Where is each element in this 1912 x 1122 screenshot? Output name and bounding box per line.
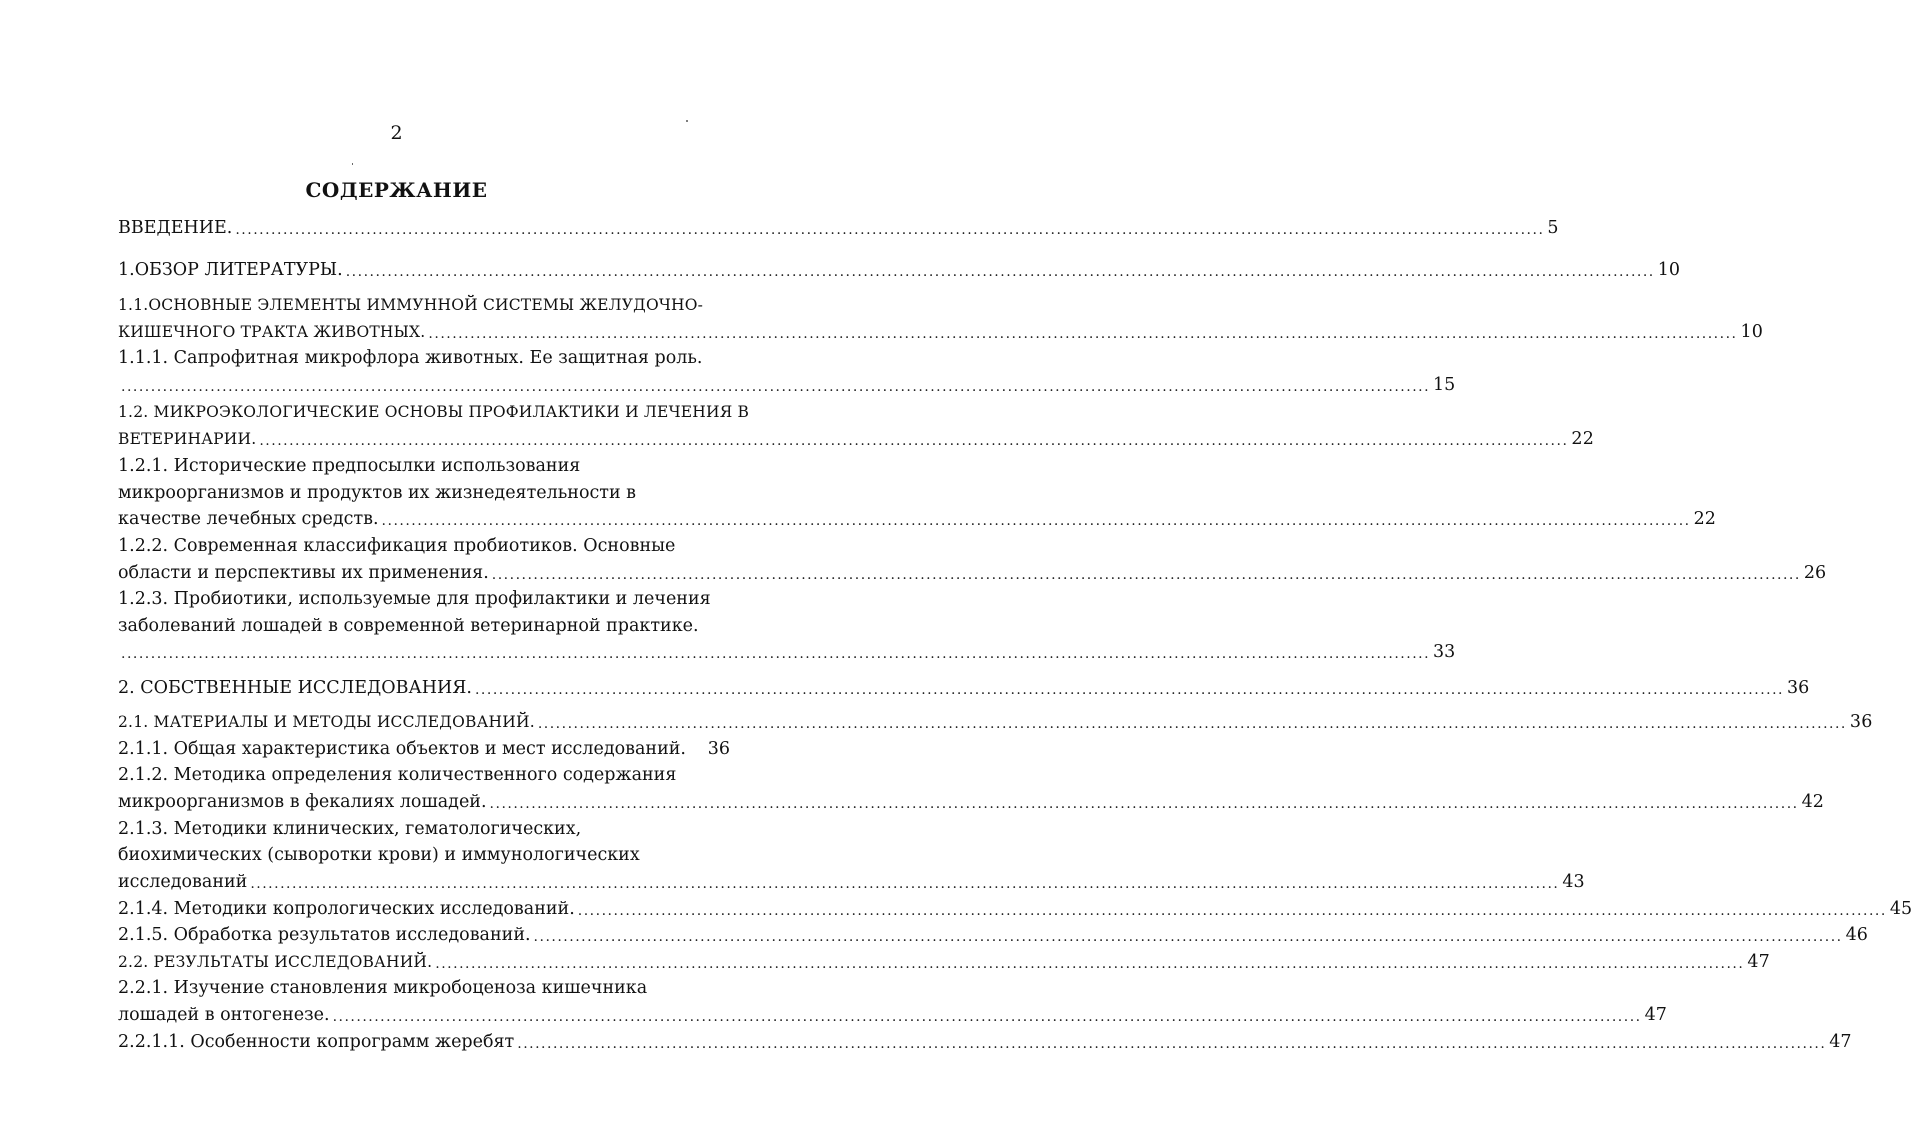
toc-entry: [118, 640, 1456, 664]
toc-entry: [118, 843, 730, 867]
dot-leader: ............................................................................................................................................................................................................................: [235, 222, 1545, 238]
toc-entry: [118, 817, 730, 841]
toc-entry: [118, 258, 1681, 282]
toc-entry-text: лошадей в онтогенезе.: [118, 1005, 330, 1025]
toc-entry: [118, 400, 750, 424]
toc-entry: [118, 561, 1827, 585]
dot-leader: ............................................................................................................................................................................................................................: [121, 379, 1431, 395]
page-number: 2: [390, 122, 403, 144]
dot-leader: ............................................................................................................................................................................................................................: [250, 876, 1560, 892]
toc-entry-text: 1.1.ОСНОВНЫЕ ЭЛЕМЕНТЫ ИММУННОЙ СИСТЕМЫ ЖЕЛУДОЧНО-: [118, 296, 704, 314]
dot-leader: ............................................................................................................................................................................................................................: [428, 326, 1738, 342]
toc-entry-text: 2.1. МАТЕРИАЛЫ И МЕТОДЫ ИССЛЕДОВАНИЙ.: [118, 713, 535, 731]
toc-page-number: 26: [1803, 563, 1827, 583]
toc-entry-text: заболеваний лошадей в современной ветеринарной практике.: [118, 616, 699, 636]
toc-entry-text: 2. СОБСТВЕННЫЕ ИССЛЕДОВАНИЯ.: [118, 678, 472, 698]
toc-entry-text: 2.1.1. Общая характеристика объектов и мест исследований.: [118, 739, 686, 759]
toc-entry: [118, 587, 730, 611]
toc-entry-text: 2.2. РЕЗУЛЬТАТЫ ИССЛЕДОВАНИЙ.: [118, 953, 433, 971]
toc-entry-text: ВЕТЕРИНАРИИ.: [118, 430, 257, 448]
toc-entry: [118, 710, 1873, 734]
dot-leader: ............................................................................................................................................................................................................................: [537, 716, 1847, 732]
toc-entry: [118, 454, 730, 478]
toc-entry-text: 1.2.1. Исторические предпосылки использования: [118, 456, 581, 476]
dot-leader: ............................................................................................................................................................................................................................: [533, 929, 1843, 945]
dot-leader: ............................................................................................................................................................................................................................: [381, 513, 1691, 529]
toc-entry: [118, 373, 1456, 397]
toc-page-number: 33: [1433, 642, 1456, 662]
toc-page-number: 36: [707, 739, 730, 759]
toc-page-number: 10: [1740, 322, 1764, 342]
toc-entry: [118, 346, 730, 370]
toc-page-number: 47: [1829, 1032, 1852, 1052]
toc-entry: [118, 534, 730, 558]
toc-entry: [118, 481, 730, 505]
toc-page-number: 5: [1547, 218, 1559, 238]
toc-entry-text: 1.ОБЗОР ЛИТЕРАТУРЫ.: [118, 260, 343, 280]
dot-leader: ............................................................................................................................................................................................................................: [332, 1009, 1642, 1025]
toc-entry: [118, 216, 1559, 240]
toc-page-number: 15: [1433, 375, 1456, 395]
dot-leader: ............................................................................................................................................................................................................................: [435, 956, 1745, 972]
toc-entry: [118, 763, 730, 787]
toc-entry: [118, 923, 1868, 947]
scan-speck: [352, 163, 353, 165]
toc-page-number: 45: [1889, 899, 1912, 919]
toc-page-number: 42: [1801, 792, 1824, 812]
toc-entry: [118, 897, 1912, 921]
toc-page-number: 22: [1571, 429, 1595, 449]
page-title: СОДЕРЖАНИЕ: [305, 178, 488, 202]
toc-page-number: 36: [1787, 678, 1810, 698]
toc-page-number: 43: [1562, 872, 1585, 892]
dot-leader: ............................................................................................................................................................................................................................: [121, 646, 1431, 662]
toc-entry: [118, 950, 1770, 974]
toc-page-number: 46: [1845, 925, 1868, 945]
toc-entry-text: 1.2.2. Современная классификация пробиотиков. Основные: [118, 536, 676, 556]
toc-entry: [118, 870, 1585, 894]
toc-entry-text: КИШЕЧНОГО ТРАКТА ЖИВОТНЫХ.: [118, 323, 426, 341]
toc-entry: [118, 320, 1764, 344]
dot-leader: ............................................................................................................................................................................................................................: [491, 567, 1801, 583]
scan-speck: [686, 120, 688, 122]
dot-leader: ............................................................................................................................................................................................................................: [489, 796, 1799, 812]
toc-entry-text: исследований: [118, 872, 248, 892]
toc-entry-text: микроорганизмов в фекалиях лошадей.: [118, 792, 487, 812]
toc-entry-text: 2.1.3. Методики клинических, гематологических,: [118, 819, 582, 839]
dot-leader: ............................................................................................................................................................................................................................: [517, 1036, 1827, 1052]
toc-entry: [118, 676, 1810, 700]
dot-leader: ............................................................................................................................................................................................................................: [345, 264, 1655, 280]
toc-entry: [118, 1030, 1852, 1054]
toc-entry-text: качестве лечебных средств.: [118, 509, 379, 529]
toc-page-number: 36: [1849, 712, 1873, 732]
dot-leader: ............................................................................................................................................................................................................................: [474, 682, 1785, 698]
toc-entry-text: 1.2. МИКРОЭКОЛОГИЧЕСКИЕ ОСНОВЫ ПРОФИЛАКТИКИ И ЛЕЧЕНИЯ В: [118, 403, 750, 421]
toc-entry-text: 1.1.1. Сапрофитная микрофлора животных. Ее защитная роль.: [118, 348, 703, 368]
toc-entry-text: области и перспективы их применения.: [118, 563, 489, 583]
toc-entry-text: ВВЕДЕНИЕ.: [118, 218, 233, 238]
toc-entry: [118, 614, 730, 638]
toc-entry: [118, 507, 1716, 531]
dot-leader: ............................................................................................................................................................................................................................: [577, 903, 1887, 919]
toc-entry: [118, 427, 1595, 451]
dot-leader: ............................................................................................................................................................................................................................: [259, 433, 1569, 449]
toc-entry-text: 1.2.3. Пробиотики, используемые для профилактики и лечения: [118, 589, 711, 609]
toc-page-number: 22: [1693, 509, 1716, 529]
toc-entry-text: 2.2.1.1. Особенности копрограмм жеребят: [118, 1032, 515, 1052]
toc-page-number: 47: [1747, 952, 1770, 972]
toc-entry: [118, 737, 730, 761]
toc-entry: [118, 790, 1824, 814]
toc-page-number: 47: [1644, 1005, 1667, 1025]
toc-entry: [118, 1003, 1667, 1027]
toc-entry-text: 2.1.4. Методики копрологических исследований.: [118, 899, 575, 919]
toc-entry-text: 2.2.1. Изучение становления микробоценоза кишечника: [118, 978, 648, 998]
toc-entry-text: 2.1.2. Методика определения количественного содержания: [118, 765, 677, 785]
toc-entry-text: 2.1.5. Обработка результатов исследований.: [118, 925, 531, 945]
toc-entry: [118, 976, 730, 1000]
toc-entry-text: биохимических (сыворотки крови) и иммунологических: [118, 845, 640, 865]
toc-entry: [118, 293, 730, 317]
toc-page-number: 10: [1657, 260, 1681, 280]
toc-entry-text: микроорганизмов и продуктов их жизнедеятельности в: [118, 483, 637, 503]
